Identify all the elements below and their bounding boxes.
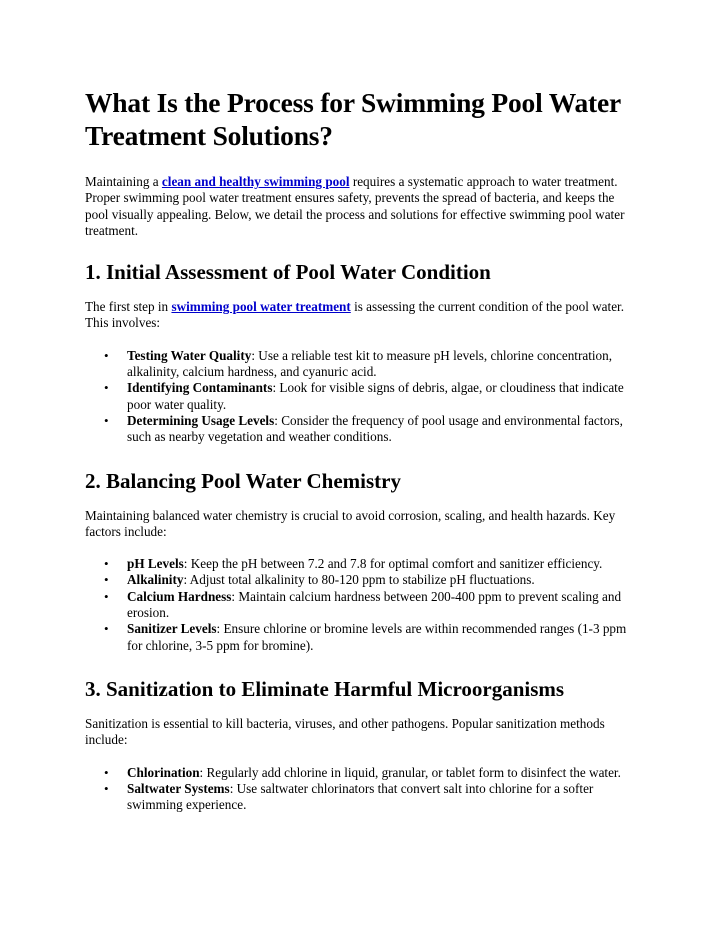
bullet-icon: • [104, 412, 109, 428]
list-item-text: : Adjust total alkalinity to 80-120 ppm to stabilize pH fluctuations. [183, 572, 535, 588]
bullet-icon: • [104, 764, 109, 780]
intro-text-after: requires a systematic approach to water treatment. Proper swimming pool water treatment ensures safety, prevents the spread of bacteria, and keeps the pool visually appealing. Below, we detail the process and solutions for effective swimming pool water treatment. [85, 174, 625, 238]
bullet-icon: • [104, 380, 109, 396]
section1-heading: 1. Initial Assessment of Pool Water Condition [85, 260, 491, 285]
bullet-icon: • [104, 621, 109, 637]
list-item-term: Calcium Hardness [127, 588, 232, 604]
section1-text-after: is assessing the current condition of the pool water. This involves: [85, 299, 625, 331]
list-item-term: Identifying Contaminants [127, 380, 273, 396]
list-item-text: : Maintain calcium hardness between 200-400 ppm to prevent scaling and erosion. [127, 588, 622, 621]
list-item-term: pH Levels [127, 556, 184, 572]
bullet-icon: • [104, 347, 109, 363]
list-item-term: Chlorination [127, 764, 200, 780]
intro-paragraph [85, 174, 640, 239]
list-item-text: : Look for visible signs of debris, algae, or cloudiness that indicate poor water quality. [127, 380, 624, 412]
list-item-text: : Use a reliable test kit to measure pH levels, chlorine concentration, alkalinity, calcium hardness, and cyanuric acid. [127, 347, 613, 380]
list-item-term: Saltwater Systems [127, 780, 230, 796]
list-item [85, 556, 640, 572]
list-item [85, 572, 640, 588]
list-item [85, 380, 640, 413]
section3-list [85, 765, 640, 814]
list-item [85, 781, 640, 814]
list-item-term: Determining Usage Levels [127, 412, 275, 428]
list-item-term: Sanitizer Levels [127, 621, 217, 637]
water-treatment-link[interactable]: swimming pool water treatment [171, 299, 351, 315]
intro-text-before: Maintaining a [85, 174, 162, 189]
list-item-text: : Consider the frequency of pool usage and environmental factors, such as nearby vegetation and weather conditions. [127, 412, 623, 445]
list-item [85, 413, 640, 446]
list-item [85, 621, 640, 654]
section1-paragraph [85, 299, 640, 332]
section2-list [85, 556, 640, 654]
list-item-text: : Keep the pH between 7.2 and 7.8 for optimal comfort and sanitizer efficiency. [183, 556, 603, 572]
clean-pool-link[interactable]: clean and healthy swimming pool [161, 174, 350, 189]
list-item-text: : Ensure chlorine or bromine levels are within recommended ranges (1-3 ppm for chlorine, 3-5 ppm for bromine). [127, 621, 627, 653]
bullet-icon: • [104, 556, 109, 572]
list-item-text: : Regularly add chlorine in liquid, granular, or tablet form to disinfect the water. [199, 764, 621, 780]
page-title: What Is the Process for Swimming Pool Water Treatment Solutions? [85, 87, 621, 151]
list-item-text: : Use saltwater chlorinators that convert salt into chlorine for a softer swimming experience. [127, 780, 594, 813]
bullet-icon: • [104, 572, 109, 588]
bullet-icon: • [104, 588, 109, 604]
section3-heading: 3. Sanitization to Eliminate Harmful Microorganisms [85, 676, 565, 701]
list-item [85, 348, 640, 381]
section2-heading: 2. Balancing Pool Water Chemistry [85, 468, 401, 493]
section1-text-before: The first step in [85, 299, 172, 315]
list-item-term: Testing Water Quality [127, 347, 252, 363]
section3-paragraph: Sanitization is essential to kill bacteria, viruses, and other pathogens. Popular sanitization methods include: [85, 715, 605, 748]
bullet-icon: • [104, 780, 109, 796]
document-page [85, 86, 640, 835]
section1-list [85, 348, 640, 446]
list-item-term: Alkalinity [127, 572, 184, 588]
list-item [85, 589, 640, 622]
list-item [85, 765, 640, 781]
section2-paragraph: Maintaining balanced water chemistry is crucial to avoid corrosion, scaling, and health hazards. Key factors include: [85, 507, 616, 539]
